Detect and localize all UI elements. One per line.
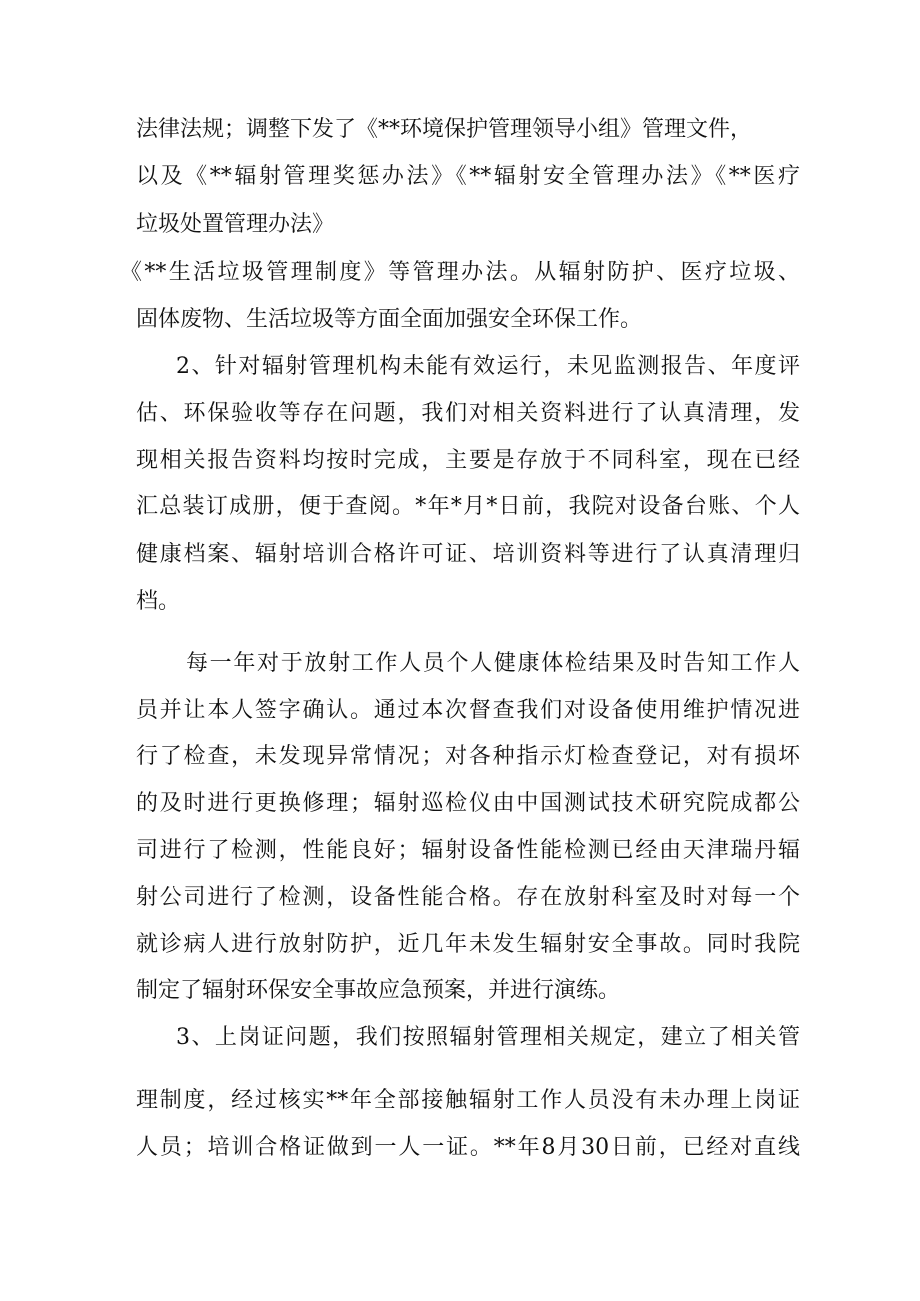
text-line: 就诊病人进行放射防护，近几年未发生辐射安全事故。同时我院 (136, 932, 800, 957)
text-line: 健康档案、辐射培训合格许可证、培训资料等进行了认真清理归 (136, 542, 800, 567)
text-line: 行了检查，未发现异常情况；对各种指示灯检查登记，对有损坏 (136, 744, 800, 769)
text-line: 以及《**辐射管理奖惩办法》《**辐射安全管理办法》《**医疗 (136, 164, 800, 189)
text-line: 《**生活垃圾管理制度》等管理办法。从辐射防护、医疗垃圾、 (120, 260, 800, 285)
text-line: 估、环保验收等存在问题，我们对相关资料进行了认真清理，发 (136, 401, 800, 426)
text-line: 理制度，经过核实**年全部接触辐射工作人员没有未办理上岗证 (136, 1088, 800, 1113)
text-line: 每一年对于放射工作人员个人健康体检结果及时告知工作人 (186, 651, 800, 676)
text-line: 3、上岗证问题，我们按照辐射管理相关规定，建立了相关管 (176, 1025, 800, 1050)
text-line: 司进行了检测，性能良好；辐射设备性能检测已经由天津瑞丹辐 (136, 838, 800, 863)
text-line: 员并让本人签字确认。通过本次督查我们对设备使用维护情况进 (136, 698, 800, 723)
text-line: 汇总装订成册，便于查阅。*年*月*日前，我院对设备台账、个人 (136, 494, 800, 519)
text-line: 制定了辐射环保安全事故应急预案，并进行演练。 (136, 978, 621, 1003)
text-line: 法律法规；调整下发了《**环境保护管理领导小组》管理文件， (136, 117, 753, 142)
text-line: 射公司进行了检测，设备性能合格。存在放射科室及时对每一个 (136, 885, 800, 910)
text-line: 的及时进行更换修理；辐射巡检仪由中国测试技术研究院成都公 (136, 791, 800, 816)
text-line: 人员；培训合格证做到一人一证。**年8月30日前，已经对直线 (136, 1135, 800, 1160)
text-line: 档。 (136, 589, 181, 614)
text-line: 现相关报告资料均按时完成，主要是存放于不同科室，现在已经 (136, 448, 800, 473)
text-line: 2、针对辐射管理机构未能有效运行，未见监测报告、年度评 (176, 354, 800, 379)
text-line: 固体废物、生活垃圾等方面全面加强安全环保工作。 (136, 307, 643, 332)
text-line: 垃圾处置管理办法》 (136, 212, 335, 237)
